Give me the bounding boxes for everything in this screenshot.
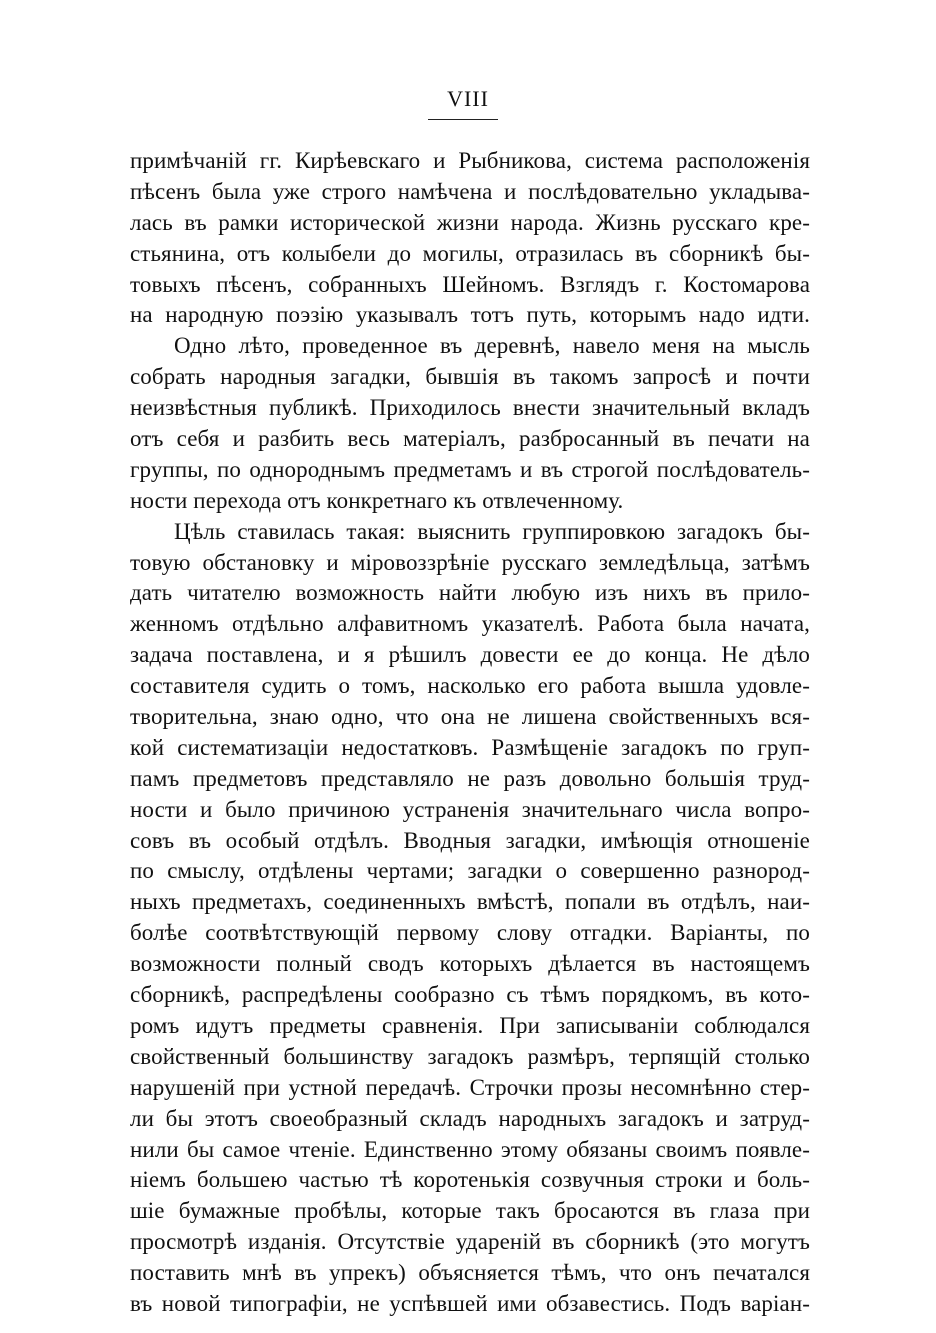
text-line: ности и было причиною устраненія значительнаго числа вопро- [130, 796, 810, 822]
text-line: дать читателю возможность найти любую изъ нихъ въ прило- [130, 580, 810, 606]
text-line: Цѣль ставилась такая: выяснить группировкою загадокъ бы- [174, 518, 810, 544]
text-line: товыхъ пѣсенъ, собранныхъ Шейномъ. Взглядъ г. Костомарова [130, 271, 810, 297]
text-line: сборникѣ, распредѣлены сообразно съ тѣмъ порядкомъ, въ кото- [130, 982, 810, 1008]
body-text [130, 146, 810, 1320]
text-line: женномъ отдѣльно алфавитномъ указателѣ. Работа была начата, [130, 611, 810, 637]
text-line: стьянина, отъ колыбели до могилы, отразилась въ сборникѣ бы- [130, 240, 810, 266]
text-line: шіе бумажные пробѣлы, которые такъ бросаются въ глаза при [130, 1198, 810, 1224]
text-line: нарушеній при устной передачѣ. Строчки прозы несомнѣнно стер- [130, 1074, 810, 1100]
text-line: ности перехода отъ конкретнаго къ отвлеченному. [130, 487, 624, 513]
text-line: Одно лѣто, проведенное въ деревнѣ, навело меня на мысль [174, 333, 810, 359]
text-line: поставить мнѣ въ упрекъ) объясняется тѣмъ, что онъ печатался [130, 1260, 810, 1286]
text-line: примѣчаній гг. Кирѣевскаго и Рыбникова, система расположенія [130, 148, 810, 173]
page-number: VIII [447, 86, 489, 111]
text-line: задача поставлена, и я рѣшилъ довести ее до конца. Не дѣло [130, 642, 810, 668]
text-line: отъ себя и разбить весь матеріалъ, разбросанный въ печати на [130, 426, 810, 452]
text-line: пѣсенъ была уже строго намѣчена и послѣдовательно укладыва- [130, 178, 810, 204]
text-line: свойственный большинству загадокъ размѣръ, терпящій столько [130, 1043, 810, 1069]
text-line: ныхъ предметахъ, соединенныхъ вмѣстѣ, попали въ отдѣлъ, наи- [130, 889, 810, 915]
text-line: болѣе соотвѣтствующій первому слову отгадки. Варіанты, по [130, 920, 810, 946]
text-line: нили бы самое чтеніе. Единственно этому обязаны своимъ появле- [130, 1136, 810, 1162]
text-line: ли бы этотъ своеобразный складъ народныхъ загадокъ и затруд- [130, 1105, 810, 1131]
text-line: ніемъ большею частью тѣ коротенькія созвучныя строки и боль- [130, 1167, 810, 1193]
text-line: ромъ идутъ предметы сравненія. При записываніи соблюдался [130, 1012, 810, 1038]
text-line: на народную поэзію указывалъ тотъ путь, которымъ надо идти. [130, 302, 810, 328]
text-line: лась въ рамки исторической жизни народа. Жизнь русскаго кре- [130, 209, 810, 235]
text-line: кой систематизаціи недостатковъ. Размѣщеніе загадокъ по груп- [130, 734, 810, 760]
text-line: собрать народныя загадки, бывшія въ такомъ запросѣ и почти [130, 364, 810, 390]
text-line: въ новой типографіи, не успѣвшей ими обзавестись. Подъ варіан- [130, 1290, 810, 1316]
text-line: просмотрѣ изданія. Отсутствіе удареній въ сборникѣ (это могутъ [130, 1229, 810, 1255]
text-line: творительна, знаю одно, что она не лишена свойственныхъ вся- [130, 704, 810, 730]
text-line: группы, по однороднымъ предметамъ и въ строгой послѣдователь- [130, 456, 810, 482]
text-line: совъ въ особый отдѣлъ. Вводныя загадки, имѣющія отношеніе [130, 827, 810, 853]
text-line: товую обстановку и міровоззрѣніе русскаго земледѣльца, затѣмъ [130, 549, 810, 575]
text-line: по смыслу, отдѣлены чертами; загадки о совершенно разнород- [130, 858, 810, 884]
text-line: памъ предметовъ представляло не разъ довольно большія труд- [130, 765, 810, 791]
text-line: возможности полный сводъ которыхъ дѣлается въ настоящемъ [130, 951, 810, 977]
header-rule [428, 119, 498, 120]
text-line: неизвѣстныя публикѣ. Приходилось внести значительный вкладъ [130, 395, 810, 421]
text-line: составителя судить о томъ, насколько его работа вышла удовле- [130, 673, 810, 699]
